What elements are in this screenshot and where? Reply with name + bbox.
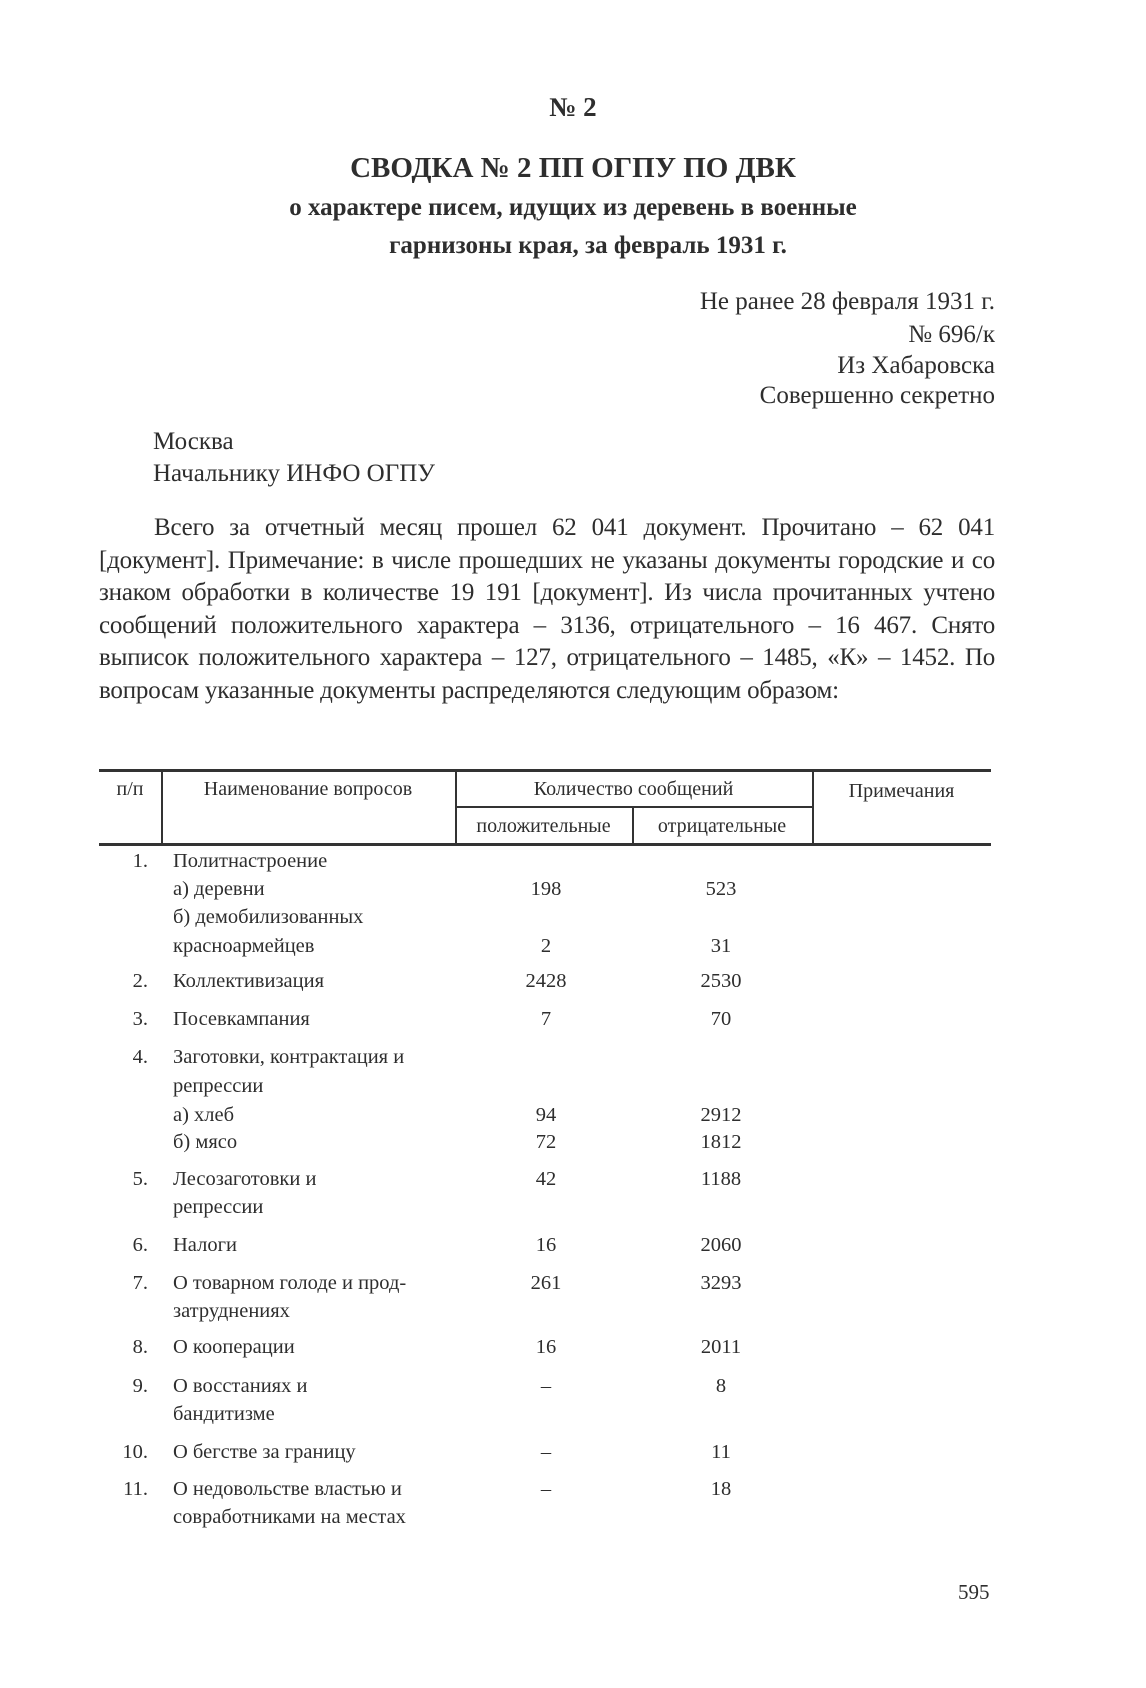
question-name: затруднениях (173, 1300, 290, 1322)
document-title: СВОДКА № 2 ПП ОГПУ ПО ДВК (350, 152, 796, 184)
positive-count: 2428 (525, 970, 567, 992)
question-name: а) деревни (173, 878, 265, 900)
row-number: 4. (132, 1046, 148, 1068)
positive-count: 198 (530, 878, 562, 900)
table-row (0, 969, 1146, 995)
table-row (0, 1402, 1146, 1428)
positive-count: – (540, 1375, 552, 1397)
negative-count: 2011 (700, 1336, 742, 1358)
table-row (0, 1271, 1146, 1297)
positive-count: 72 (535, 1131, 557, 1153)
question-name: Политнастроение (173, 850, 328, 872)
page-number: 595 (958, 1580, 990, 1604)
row-number: 3. (132, 1008, 148, 1030)
question-name: бандитизме (173, 1403, 275, 1425)
table-row (0, 1195, 1146, 1221)
negative-count: 2912 (700, 1104, 742, 1126)
table-row (0, 1167, 1146, 1193)
positive-count: – (540, 1478, 552, 1500)
subtitle-line: гарнизоны края, за февраль 1931 г. (389, 232, 787, 259)
negative-count: 523 (705, 878, 737, 900)
positive-count: 261 (530, 1272, 562, 1294)
question-name: О недовольстве властью и (173, 1478, 402, 1500)
negative-count: 8 (715, 1375, 727, 1397)
table-row (0, 1130, 1146, 1156)
question-name: Налоги (173, 1234, 237, 1256)
question-name: красноармейцев (173, 935, 315, 957)
table-row (0, 905, 1146, 931)
header-count: Количество сообщений (533, 778, 734, 800)
table-subheader-rule (455, 806, 812, 808)
table-row (0, 1299, 1146, 1325)
table-row (0, 1007, 1146, 1033)
header-notes: Примечания (848, 780, 955, 802)
table-row (0, 1045, 1146, 1071)
question-name: а) хлеб (173, 1104, 235, 1126)
negative-count: 31 (710, 935, 732, 957)
row-number: 11. (123, 1478, 148, 1500)
negative-count: 11 (711, 1441, 731, 1463)
negative-count: 2060 (700, 1234, 742, 1256)
row-number: 2. (132, 970, 148, 992)
header-negative: отрицательные (657, 815, 787, 837)
question-name: Коллективизация (173, 970, 325, 992)
positive-count: 16 (535, 1336, 557, 1358)
subtitle-line: о характере писем, идущих из деревень в военные (289, 194, 857, 221)
table-row (0, 877, 1146, 903)
table-row (0, 1233, 1146, 1259)
question-name: Лесозаготовки и (173, 1168, 317, 1190)
question-name: Посевкампания (173, 1008, 310, 1030)
table-header-bottom-rule (99, 843, 991, 846)
header-num: п/п (116, 778, 144, 800)
date-line: Не ранее 28 февраля 1931 г. (699, 288, 995, 315)
row-number: 1. (132, 850, 148, 872)
table-row (0, 1374, 1146, 1400)
positive-count: 42 (535, 1168, 557, 1190)
classification-line: Совершенно секретно (759, 382, 995, 409)
negative-count: 1812 (700, 1131, 742, 1153)
table-row (0, 1103, 1146, 1129)
question-name: б) мясо (173, 1131, 238, 1153)
header-positive: положительные (476, 815, 611, 837)
positive-count: 7 (540, 1008, 552, 1030)
negative-count: 3293 (700, 1272, 742, 1294)
table-row (0, 1440, 1146, 1466)
table-row (0, 1477, 1146, 1503)
question-name: б) демобилизованных (173, 906, 364, 928)
positive-count: 94 (535, 1104, 557, 1126)
negative-count: 1188 (700, 1168, 742, 1190)
origin-line: Из Хабаровска (837, 352, 995, 379)
negative-count: 2530 (700, 970, 742, 992)
table-top-rule (99, 769, 991, 772)
table-row (0, 934, 1146, 960)
negative-count: 18 (710, 1478, 732, 1500)
body-paragraph: Всего за отчетный месяц прошел 62 041 документ. Прочитано – 62 041 [документ]. Примечание: в числе прошедших не указаны документы городские и со знаком обработки в количестве 19 191 [документ]. Из числа прочитанных учтено сообщений положительного характера – 3136, отрицательного – 16 467. Снято выписок положительного характера – 127, отрицательного – 1485, «К» – 1452. По вопросам указанные документы распределяются следующим образом: (99, 514, 995, 704)
addressee-city: Москва (153, 428, 234, 455)
table-row (0, 1074, 1146, 1100)
question-name: О восстаниях и (173, 1375, 308, 1397)
question-name: репрессии (173, 1075, 264, 1097)
question-name: репрессии (173, 1196, 264, 1218)
question-name: Заготовки, контрактация и (173, 1046, 405, 1068)
table-row (0, 1335, 1146, 1361)
question-name: О товарном голоде и прод- (173, 1272, 407, 1294)
question-name: совработниками на местах (173, 1506, 406, 1528)
question-name: О кооперации (173, 1336, 295, 1358)
positive-count: 2 (540, 935, 552, 957)
row-number: 6. (132, 1234, 148, 1256)
document-number: № 2 (549, 92, 597, 122)
positive-count: – (540, 1441, 552, 1463)
addressee-recipient: Начальнику ИНФО ОГПУ (153, 460, 435, 487)
row-number: 9. (132, 1375, 148, 1397)
question-name: О бегстве за границу (173, 1441, 356, 1463)
negative-count: 70 (710, 1008, 732, 1030)
row-number: 8. (132, 1336, 148, 1358)
reference-number: № 696/к (908, 321, 995, 348)
row-number: 5. (132, 1168, 148, 1190)
positive-count: 16 (535, 1234, 557, 1256)
row-number: 10. (122, 1441, 148, 1463)
table-row (0, 849, 1146, 875)
table-row (0, 1505, 1146, 1531)
row-number: 7. (132, 1272, 148, 1294)
header-name: Наименование вопросов (203, 778, 413, 800)
